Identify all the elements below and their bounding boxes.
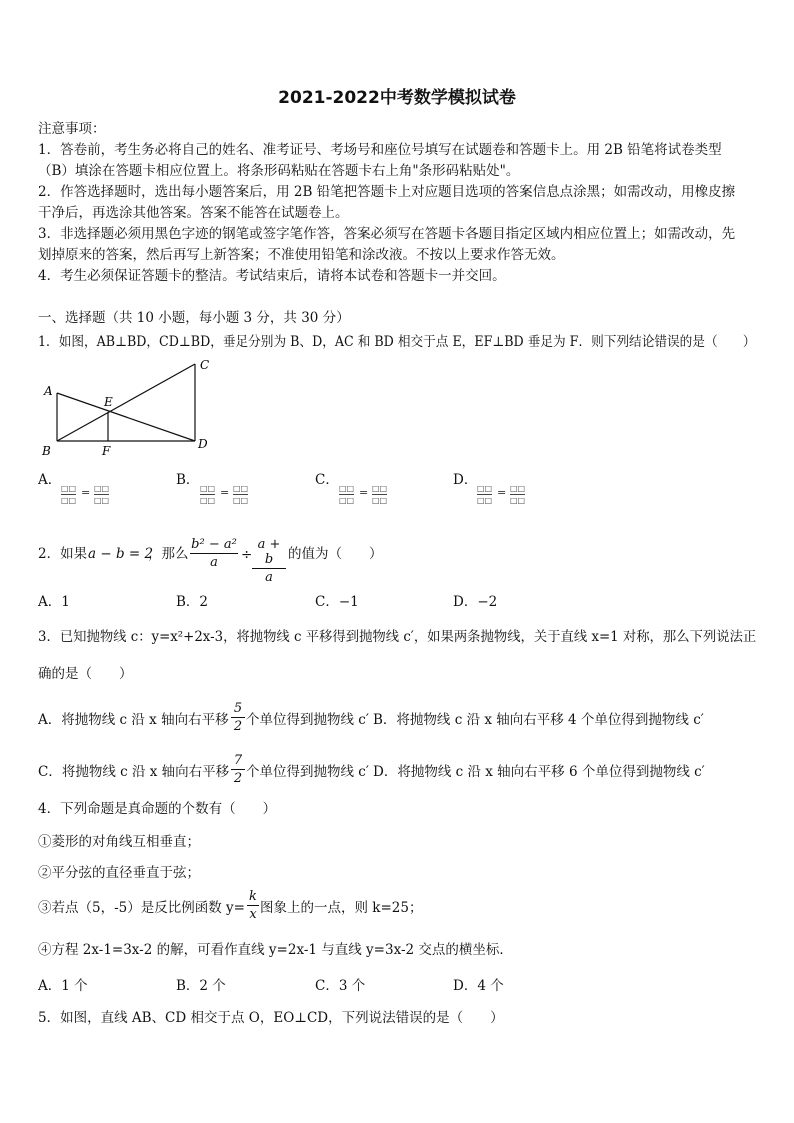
q2-fraction-2: a + b a <box>252 537 286 585</box>
label-d: D <box>198 437 208 451</box>
q3-option-a-fraction: 5 2 <box>231 701 245 734</box>
q3-stem-line-2: 确的是（ ） <box>38 666 133 682</box>
q2-stem-pre: 2．如果 <box>38 546 88 562</box>
q2-option-b: B．2 <box>176 594 209 610</box>
q1-option-b-right-fraction: □□ □□ <box>233 484 249 505</box>
notice-line: 4．考生必须保证答题卡的整洁。考试结束后，请将本试卷和答题卡一并交回。 <box>38 268 506 284</box>
q1-option-a-right-fraction: □□ □□ <box>94 484 110 505</box>
q2-option-c: C．−1 <box>315 594 359 610</box>
q3-option-b: B．将抛物线 c 沿 x 轴向右平移 4 个单位得到抛物线 c′ <box>373 712 704 728</box>
q4-statement-2: ②平分弦的直径垂直于弦； <box>38 865 200 881</box>
q1-option-c-left-fraction: □□ □□ <box>339 484 355 505</box>
label-b: B <box>42 444 51 456</box>
notice-heading: 注意事项： <box>38 121 106 137</box>
q5-stem: 5．如图，直线 AB、CD 相交于点 O，EO⊥CD，下列说法错误的是（ ） <box>38 1010 504 1026</box>
q4-statement-3-pre: ③若点（5，-5）是反比例函数 y= <box>38 900 245 916</box>
notice-line: 划掉原来的答案，然后再写上新答案；不准使用铅笔和涂改液。不按以上要求作答无效。 <box>38 247 565 263</box>
q3-option-c-fraction: 7 2 <box>231 753 245 786</box>
q2-stem-post: 的值为（ ） <box>288 546 383 562</box>
q4-statement-3-fraction: k x <box>247 889 259 922</box>
q2-stem-mid: ，那么 <box>148 546 189 562</box>
page-title: 2021-2022中考数学模拟试卷 <box>278 88 516 108</box>
q3-stem-line-1: 3．已知抛物线 c：y=x²+2x-3，将抛物线 c 平移得到抛物线 c′，如果两条抛物线，关于直线 x=1 对称，那么下列说法正 <box>38 629 757 645</box>
notice-line: 3．非选择题必须用黑色字迹的钢笔或签字笔作答，答案必须写在答题卡各题目指定区域内相应位置上；如需改动，先 <box>38 226 736 242</box>
q4-option-c: C．3 个 <box>315 978 366 994</box>
label-f: F <box>102 444 111 456</box>
label-a: A <box>44 384 53 398</box>
q3-option-d: D．将抛物线 c 沿 x 轴向右平移 6 个单位得到抛物线 c′ <box>373 764 705 780</box>
notice-line: 1．答卷前，考生务必将自己的姓名、准考证号、考场号和座位号填写在试题卷和答题卡上。用 2B 铅笔将试卷类型 <box>38 142 722 158</box>
q4-option-a: A．1 个 <box>38 978 88 994</box>
q4-stem: 4．下列命题是真命题的个数有（ ） <box>38 801 277 817</box>
q1-option-b: B． <box>176 472 200 488</box>
q4-statement-4: ④方程 2x-1=3x-2 的解，可看作直线 y=2x-1 与直线 y=3x-2 交点的横坐标． <box>38 942 513 958</box>
q4-statement-1: ①菱形的对角线互相垂直； <box>38 834 200 850</box>
q1-option-d-left-fraction: □□ □□ <box>477 484 493 505</box>
q1-option-d: D． <box>453 472 478 488</box>
notice-line: 干净后，再选涂其他答案。答案不能答在试题卷上。 <box>38 205 349 221</box>
q1-option-a-left-fraction: □□ □□ <box>61 484 77 505</box>
notice-line: （B）填涂在答题卡相应位置上。将条形码粘贴在答题卡右上角"条形码粘贴处"。 <box>38 163 520 179</box>
q4-statement-3-post: 图象上的一点，则 k=25； <box>260 900 423 916</box>
label-c: C <box>200 358 210 372</box>
q2-division-sign: ÷ <box>241 547 253 563</box>
q4-option-b: B．2 个 <box>176 978 226 994</box>
q3-option-a-post: 个单位得到抛物线 c′ <box>246 712 369 728</box>
q3-option-c-pre: C．将抛物线 c 沿 x 轴向右平移 <box>38 764 230 780</box>
q2-option-a: A．1 <box>38 594 70 610</box>
exam-page: 2021-2022中考数学模拟试卷 注意事项： 1．答卷前，考生务必将自己的姓名、准考证号、考场号和座位号填写在试题卷和答题卡上。用 2B 铅笔将试卷类型 （B）填涂在答题卡相应位置上。将条形码粘贴在答题卡右上角"条形码粘贴处"。 2．作答选择题时，选出每小题答案后，用 2B 铅笔把答题卡上对应题目选项的答案信息点涂黑；如需改动，用橡皮擦 干净后，再选涂其他答案。答案不能答在试题卷上。 3．非选择题必须用黑色字迹的钢笔或签字笔作答，答案必须写在答题卡各题目指定区域内相应位置上；如需改动，先 划掉原来的答案，然后再写上新答案；不准使用铅笔和涂改液。不按以上要求作答无效。 4．考生必须保证答题卡的整洁。考试结束后，请将本试卷和答题卡一并交回。 一、选择题（共 10 小题，每小题 3 分，共 30 分） 1．如图，AB⊥BD，CD⊥BD，垂足分别为 B、D，AC 和 BD 相交于点 E，EF⊥BD 垂足为 F．则下列结论错误的是（ ） A B C D E F A． □□ □□ = □□ □□ B． □□ □□ = □□ □□ C． □□ □□ = □□ □□ D． □□ □□ = □□ □□ 2．如果 a − b = 2 ，那么 b² − a² a ÷ a + b a 的值为（ ） A．1 B．2 C．−1 D．−2 3．已知抛物线 c：y=x²+2x-3，将抛物线 c 平移得到抛物线 c′，如果两条抛物线，关于直线 x=1 对称，那么下列说法正 确的是（ ） A．将抛物线 c 沿 x 轴向右平移 5 2 个单位得到抛物线 c′ B．将抛物线 c 沿 x 轴向右平移 4 个单位得到抛物线 c′ C．将抛物线 c 沿 x 轴向右平移 7 2 个单位得到抛物线 c′ D．将抛物线 c 沿 x 轴向右平移 6 个单位得到抛物线 c′ 4．下列命题是真命题的个数有（ ） ①菱形的对角线互相垂直； ②平分弦的直径垂直于弦； ③若点（5，-5）是反比例函数 y= k x 图象上的一点，则 k=25； ④方程 2x-1=3x-2 的解，可看作直线 y=2x-1 与直线 y=3x-2 交点的横坐标． A．1 个 B．2 个 C．3 个 D．4 个 5．如图，直线 AB、CD 相交于点 O，EO⊥CD，下列说法错误的是（ ） <box>0 0 794 1123</box>
q2-fraction-1: b² − a² a <box>191 537 237 570</box>
question-1-stem: 1．如图，AB⊥BD，CD⊥BD，垂足分别为 B、D，AC 和 BD 相交于点 E，EF⊥BD 垂足为 F．则下列结论错误的是（ ） <box>38 334 756 350</box>
notice-line: 2．作答选择题时，选出每小题答案后，用 2B 铅笔把答题卡上对应题目选项的答案信息点涂黑；如需改动，用橡皮擦 <box>38 184 736 200</box>
q1-option-b-left-fraction: □□ □□ <box>200 484 216 505</box>
q1-option-a: A． <box>38 472 62 488</box>
section-heading: 一、选择题（共 10 小题，每小题 3 分，共 30 分） <box>38 310 350 326</box>
q2-condition: a − b = 2 <box>88 546 154 562</box>
q3-option-c-post: 个单位得到抛物线 c′ <box>246 764 369 780</box>
q3-option-a-pre: A．将抛物线 c 沿 x 轴向右平移 <box>38 712 229 728</box>
label-e: E <box>104 395 113 409</box>
q1-option-d-right-fraction: □□ □□ <box>510 484 526 505</box>
q1-figure <box>40 356 220 456</box>
q4-option-d: D．4 个 <box>453 978 504 994</box>
q1-option-c: C． <box>315 472 339 488</box>
q2-option-d: D．−2 <box>453 594 498 610</box>
q1-option-c-right-fraction: □□ □□ <box>372 484 388 505</box>
